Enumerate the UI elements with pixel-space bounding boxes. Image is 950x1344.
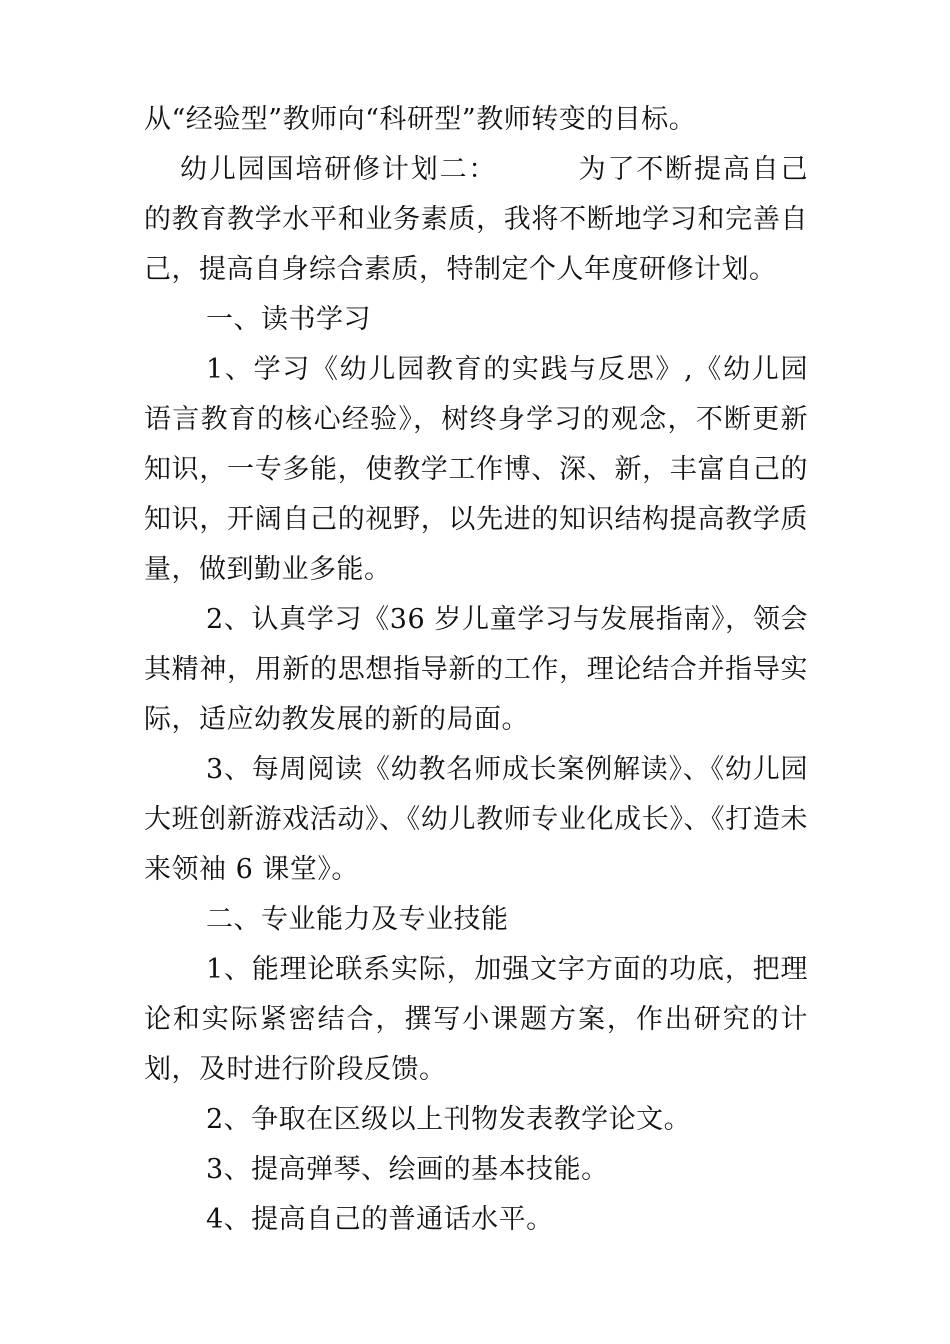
- paragraph-reading-1: 1、学习《幼儿园教育的实践与反思》,《幼儿园语言教育的核心经验》，树终身学习的观念，不断更新知识，一专多能，使教学工作博、深、新，丰富自己的知识，开阔自己的视野，以先进的知识结构提高教学质量，做到勤业多能。: [144, 354, 808, 585]
- section-heading-skills: 二、专业能力及专业技能: [206, 904, 509, 935]
- paragraph-intro-continuation: 从“经验型”教师向“科研型”教师转变的目标。: [144, 104, 697, 135]
- section-heading-reading: 一、读书学习: [206, 304, 371, 335]
- paragraph-reading-3: 3、每周阅读《幼教名师成长案例解读》、《幼儿园大班创新游戏活动》、《幼儿教师专业化成长》、《打造未来领袖 6 课堂》。: [144, 754, 808, 885]
- document-body: [144, 95, 808, 1245]
- paragraph-skills-4: 4、提高自己的普通话水平。: [206, 1204, 554, 1235]
- paragraph-reading-2: 2、认真学习《36 岁儿童学习与发展指南》，领会其精神，用新的思想指导新的工作，理论结合并指导实际，适应幼教发展的新的局面。: [144, 604, 808, 735]
- paragraph-plan-two: [144, 145, 808, 295]
- paragraph-skills-1: 1、能理论联系实际，加强文字方面的功底，把理论和实际紧密结合，撰写小课题方案，作出研究的计划，及时进行阶段反馈。: [144, 954, 808, 1085]
- plan-two-heading: 幼儿园国培研修计划二：: [180, 154, 498, 185]
- paragraph-skills-2: 2、争取在区级以上刊物发表教学论文。: [206, 1104, 692, 1135]
- paragraph-skills-3: 3、提高弹琴、绘画的基本技能。: [206, 1154, 609, 1185]
- plan-two-intro: 为了不断提高自己的教育教学水平和业务素质，我将不断地学习和完善自己，提高自身综合素质，特制定个人年度研修计划。: [144, 154, 809, 285]
